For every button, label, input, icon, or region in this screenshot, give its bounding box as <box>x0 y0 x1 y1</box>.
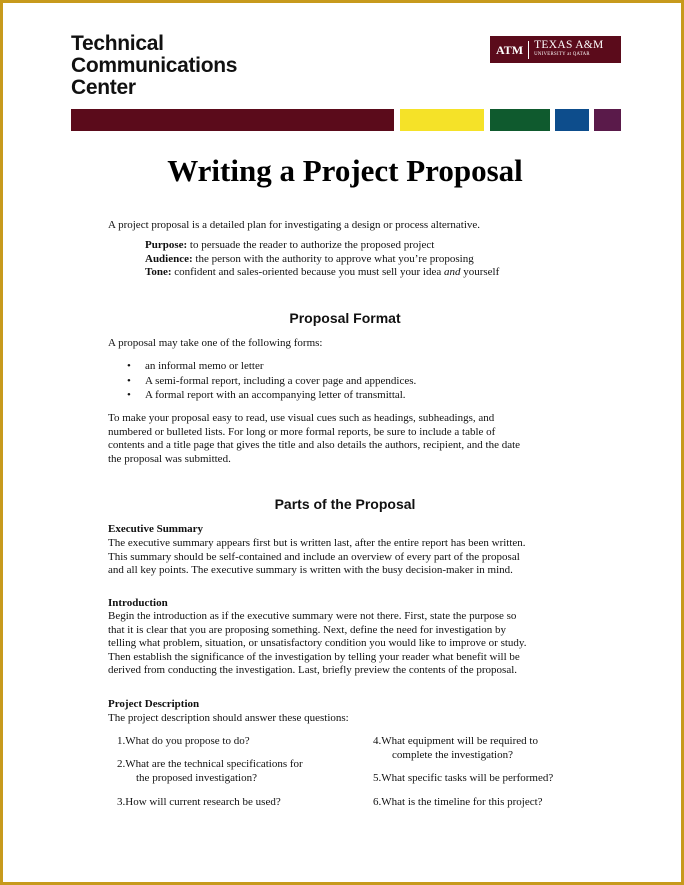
atm-mark-icon: ATM <box>496 41 529 59</box>
project-description-lead: The project description should answer these questions: <box>108 712 349 724</box>
maroon-color-bar <box>71 109 394 131</box>
tone-line <box>145 266 499 280</box>
center-name <box>71 33 237 99</box>
project-description-heading: Project Description <box>108 698 200 710</box>
texas-am-logo <box>490 36 621 63</box>
proposal-format-heading: Proposal Format <box>289 310 401 326</box>
question-text: What equipment will be required to <box>381 735 538 747</box>
audience-label: Audience: <box>145 253 193 265</box>
format-item: A formal report with an accompanying letter of transmittal. <box>145 389 406 401</box>
introduction-line: Then establish the significance of the investigation by telling your reader what benefit will be <box>108 650 520 663</box>
format-lead: A proposal may take one of the following forms: <box>108 337 323 349</box>
bullet-icon: • <box>127 389 131 401</box>
tone-label: Tone: <box>145 266 172 278</box>
purpose-line <box>145 239 434 253</box>
logo-subtitle: UNIVERSITY at QATAR <box>534 51 590 57</box>
blue-color-bar <box>555 109 589 131</box>
question-text: What specific tasks will be performed? <box>381 772 554 784</box>
tone-italic: and <box>443 266 461 278</box>
question-item <box>373 735 538 762</box>
purpose-text: to persuade the reader to authorize the proposed project <box>189 239 435 251</box>
purpose-label: Purpose: <box>145 239 188 251</box>
executive-line: and all key points. The executive summary is written with the busy decision-maker in mind. <box>108 564 513 576</box>
introduction-line: telling what problem, situation, or unsatisfactory condition you would like to improve or study. <box>108 637 527 649</box>
question-number: 4. <box>373 735 382 747</box>
parts-heading: Parts of the Proposal <box>274 496 416 512</box>
question-item <box>117 735 250 749</box>
introduction-line: derived from conducting the investigation. Last, briefly preview the contents of the proposal. <box>108 664 518 676</box>
question-text: the proposed investigation? <box>136 771 257 784</box>
question-number: 6. <box>373 796 382 808</box>
format-paragraph-line: the proposal was submitted. <box>108 452 231 465</box>
question-item <box>373 772 553 786</box>
question-text: What are the technical specifications for <box>125 758 303 770</box>
question-text: What is the timeline for this project? <box>381 796 543 808</box>
bullet-icon: • <box>127 375 131 387</box>
introduction-heading: Introduction <box>108 597 168 609</box>
question-text: complete the investigation? <box>392 748 513 761</box>
question-text: How will current research be used? <box>125 796 281 808</box>
question-number: 5. <box>373 772 382 784</box>
tone-text-end: yourself <box>463 266 500 278</box>
question-text: What do you propose to do? <box>125 735 250 747</box>
page-title: Writing a Project Proposal <box>167 153 523 188</box>
green-color-bar <box>490 109 550 131</box>
center-name-line-2: Communications <box>71 54 238 77</box>
format-item: an informal memo or letter <box>145 360 264 372</box>
question-item <box>117 758 303 785</box>
question-item <box>373 796 543 810</box>
format-paragraph <box>108 412 520 466</box>
introduction-line: Begin the introduction as if the executive summary were not there. First, state the purpose so <box>108 610 517 622</box>
format-paragraph-line: contents and a title page that gives the title and also details the authors, recipient, and the date <box>108 439 521 451</box>
executive-line: The executive summary appears first but is written last, after the entire report has been written. <box>108 537 526 549</box>
intro-paragraph: A project proposal is a detailed plan for investigating a design or process alternative. <box>108 219 481 231</box>
executive-summary-paragraph <box>108 537 526 578</box>
executive-line: This summary should be self-contained and include an overview of every part of the proposal <box>108 550 520 563</box>
format-paragraph-line: To make your proposal easy to read, use visual cues such as headings, subheadings, and <box>108 412 495 424</box>
tone-text: confident and sales-oriented because you must sell your idea <box>174 266 442 278</box>
question-number: 2. <box>117 758 126 770</box>
bullet-icon: • <box>127 360 131 372</box>
purple-color-bar <box>594 109 621 131</box>
yellow-color-bar <box>400 109 484 131</box>
center-name-line-3: Center <box>71 76 136 99</box>
format-paragraph-line: numbered or bulleted lists. For long or more formal reports, be sure to include a table of <box>108 425 496 438</box>
logo-name: TEXAS A&M <box>534 38 604 51</box>
introduction-line: that it is clear that you are proposing something. Next, define the need for investigation by <box>108 623 507 636</box>
executive-summary-heading: Executive Summary <box>108 523 204 535</box>
audience-text: the person with the authority to approve what you’re proposing <box>195 253 474 265</box>
audience-line <box>145 253 474 267</box>
question-number: 1. <box>117 735 126 747</box>
center-name-line-1: Technical <box>71 32 164 55</box>
question-number: 3. <box>117 796 126 808</box>
introduction-paragraph <box>108 610 526 678</box>
format-item: A semi-formal report, including a cover page and appendices. <box>145 375 417 387</box>
question-item <box>117 796 281 810</box>
